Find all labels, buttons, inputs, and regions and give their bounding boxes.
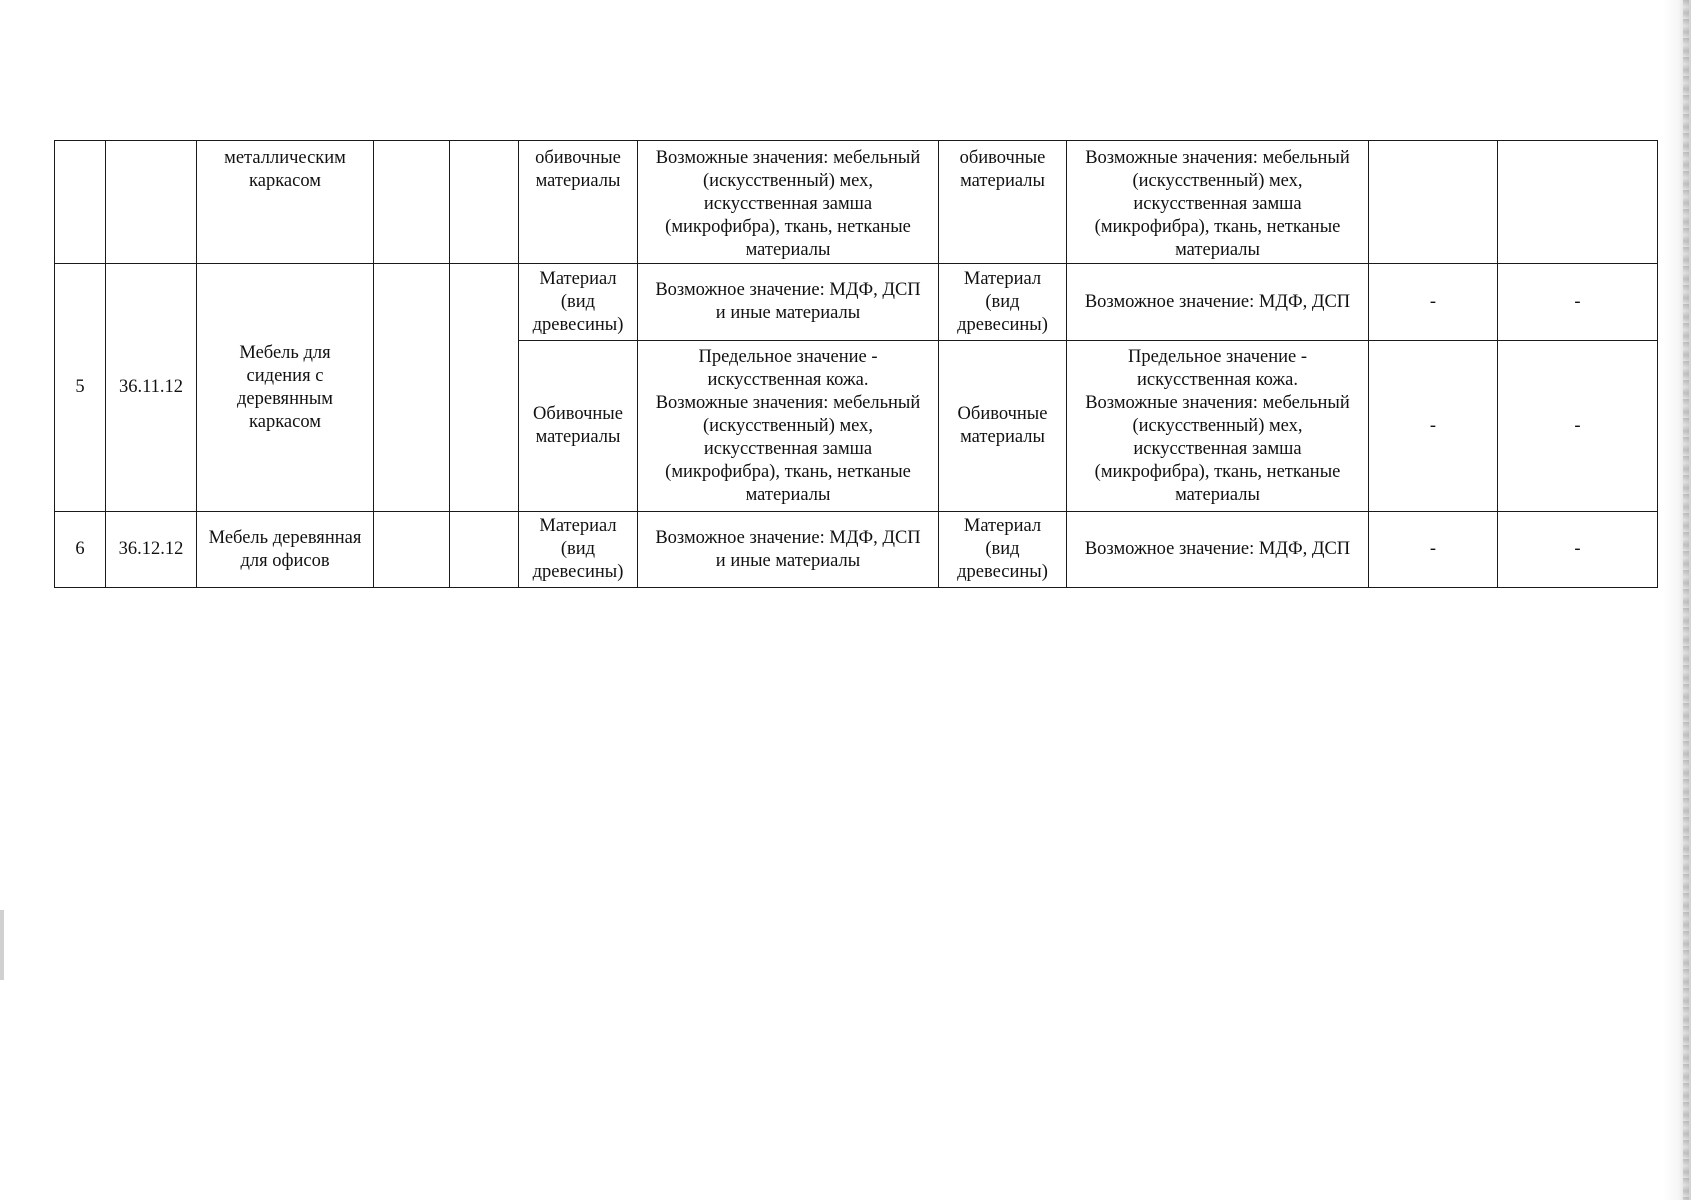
specification-table — [54, 140, 1658, 588]
scan-edge-texture — [1683, 0, 1689, 1200]
cell-characteristic-value: Предельное значение - искусственная кожа. Возможные значения: мебельный (искусственный) мех, искусственная замша (микрофибра), ткань, нетканые материалы — [638, 341, 939, 512]
cell-dash: - — [1369, 341, 1498, 512]
cell-characteristic-name: обивочные материалы — [519, 141, 638, 264]
table-row — [55, 264, 1658, 341]
cell-characteristic-name: Материал (вид древесины) — [939, 512, 1067, 588]
cell-code: 36.12.12 — [106, 512, 197, 588]
cell-empty — [450, 141, 519, 264]
cell-item-name: Мебель для сидения с деревянным каркасом — [197, 264, 374, 512]
cell-number — [55, 141, 106, 264]
cell-item-name: Мебель деревянная для офисов — [197, 512, 374, 588]
cell-characteristic-value: Возможные значения: мебельный (искусственный) мех, искусственная замша (микрофибра), ткань, нетканые материалы — [638, 141, 939, 264]
scan-edge-shadow — [1663, 0, 1691, 1200]
cell-number: 5 — [55, 264, 106, 512]
cell-empty — [450, 512, 519, 588]
cell-empty — [450, 264, 519, 512]
cell-characteristic-value: Возможное значение: МДФ, ДСП — [1067, 264, 1369, 341]
cell-dash: - — [1369, 264, 1498, 341]
cell-characteristic-value: Возможное значение: МДФ, ДСП и иные материалы — [638, 512, 939, 588]
cell-dash: - — [1498, 341, 1658, 512]
cell-characteristic-name: Материал (вид древесины) — [519, 512, 638, 588]
cell-code — [106, 141, 197, 264]
cell-characteristic-name: Материал (вид древесины) — [939, 264, 1067, 341]
cell-empty — [374, 141, 450, 264]
cell-characteristic-value: Возможные значения: мебельный (искусственный) мех, искусственная замша (микрофибра), ткань, нетканые материалы — [1067, 141, 1369, 264]
cell-characteristic-value: Возможное значение: МДФ, ДСП и иные материалы — [638, 264, 939, 341]
cell-number: 6 — [55, 512, 106, 588]
cell-empty — [374, 264, 450, 512]
cell-item-name: металлическим каркасом — [197, 141, 374, 264]
cell-empty — [1498, 141, 1658, 264]
cell-dash: - — [1498, 264, 1658, 341]
table-row — [55, 141, 1658, 264]
cell-code: 36.11.12 — [106, 264, 197, 512]
cell-characteristic-value: Возможное значение: МДФ, ДСП — [1067, 512, 1369, 588]
cell-characteristic-name: обивочные материалы — [939, 141, 1067, 264]
table-row — [55, 512, 1658, 588]
cell-empty — [1369, 141, 1498, 264]
cell-dash: - — [1369, 512, 1498, 588]
cell-empty — [374, 512, 450, 588]
cell-characteristic-value: Предельное значение - искусственная кожа. Возможные значения: мебельный (искусственный) мех, искусственная замша (микрофибра), ткань, нетканые материалы — [1067, 341, 1369, 512]
scan-edge-mark — [0, 910, 4, 980]
cell-characteristic-name: Обивочные материалы — [519, 341, 638, 512]
cell-dash: - — [1498, 512, 1658, 588]
cell-characteristic-name: Материал (вид древесины) — [519, 264, 638, 341]
cell-characteristic-name: Обивочные материалы — [939, 341, 1067, 512]
